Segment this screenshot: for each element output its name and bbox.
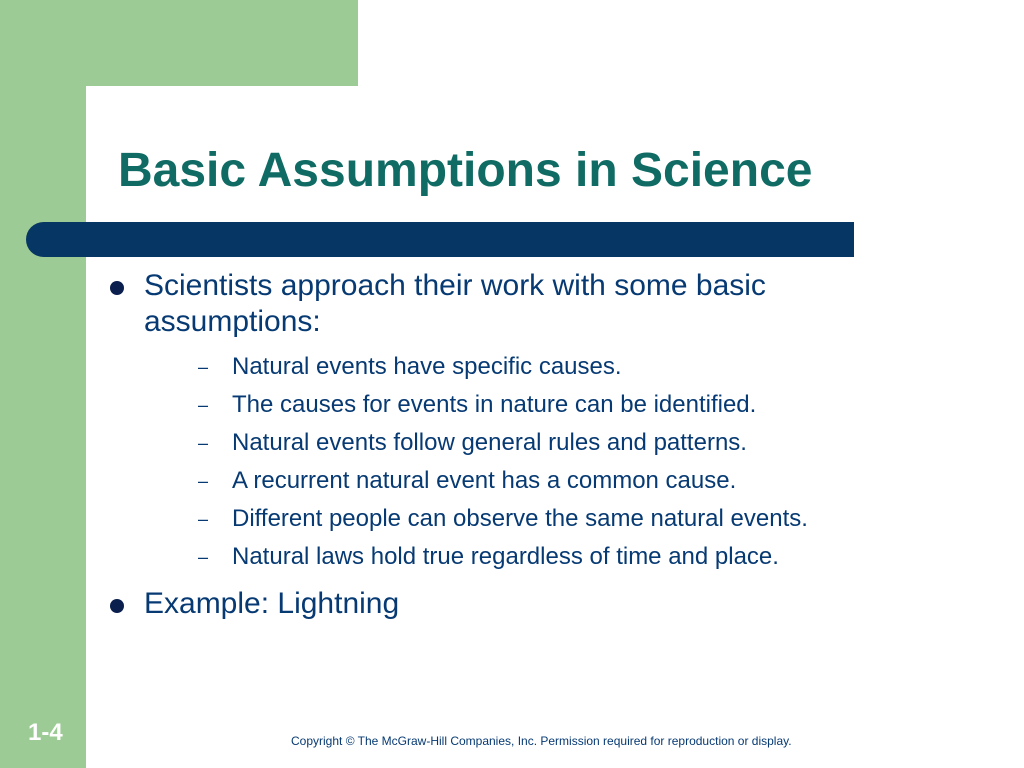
sub-item-text: Different people can observe the same natural events. (232, 505, 808, 532)
dash-icon: – (198, 509, 209, 529)
sub-item (144, 538, 900, 576)
green-frame-top (0, 0, 358, 86)
bullet-dot-icon (110, 599, 124, 613)
sub-item (144, 386, 900, 424)
bullet-item (100, 586, 900, 622)
bullet-dot-icon (110, 281, 124, 295)
bullet-text: Example: Lightning (144, 587, 400, 620)
sub-item (144, 348, 900, 386)
slide-title: Basic Assumptions in Science (118, 144, 813, 197)
title-underline-bar (26, 222, 854, 257)
sub-item (144, 462, 900, 500)
sub-item (144, 500, 900, 538)
sub-item-text: Natural events have specific causes. (232, 353, 622, 380)
dash-icon: – (198, 547, 209, 567)
green-frame-left (0, 0, 86, 768)
dash-icon: – (198, 433, 209, 453)
page-number: 1-4 (28, 719, 63, 746)
bullet-item (100, 268, 900, 576)
dash-icon: – (198, 395, 209, 415)
sub-item-text: Natural laws hold true regardless of time and place. (232, 543, 779, 570)
slide-body (100, 268, 900, 622)
bullet-text: Scientists approach their work with some basic assumptions: (144, 269, 766, 338)
sub-item-text: The causes for events in nature can be identified. (232, 391, 757, 418)
dash-icon: – (198, 471, 209, 491)
sub-item (144, 424, 900, 462)
sub-item-text: A recurrent natural event has a common cause. (232, 467, 737, 494)
sub-item-text: Natural events follow general rules and patterns. (232, 429, 747, 456)
sub-list (144, 348, 900, 576)
copyright-notice: Copyright © The McGraw-Hill Companies, Inc. Permission required for reproduction or display. (291, 734, 792, 748)
dash-icon: – (198, 357, 209, 377)
